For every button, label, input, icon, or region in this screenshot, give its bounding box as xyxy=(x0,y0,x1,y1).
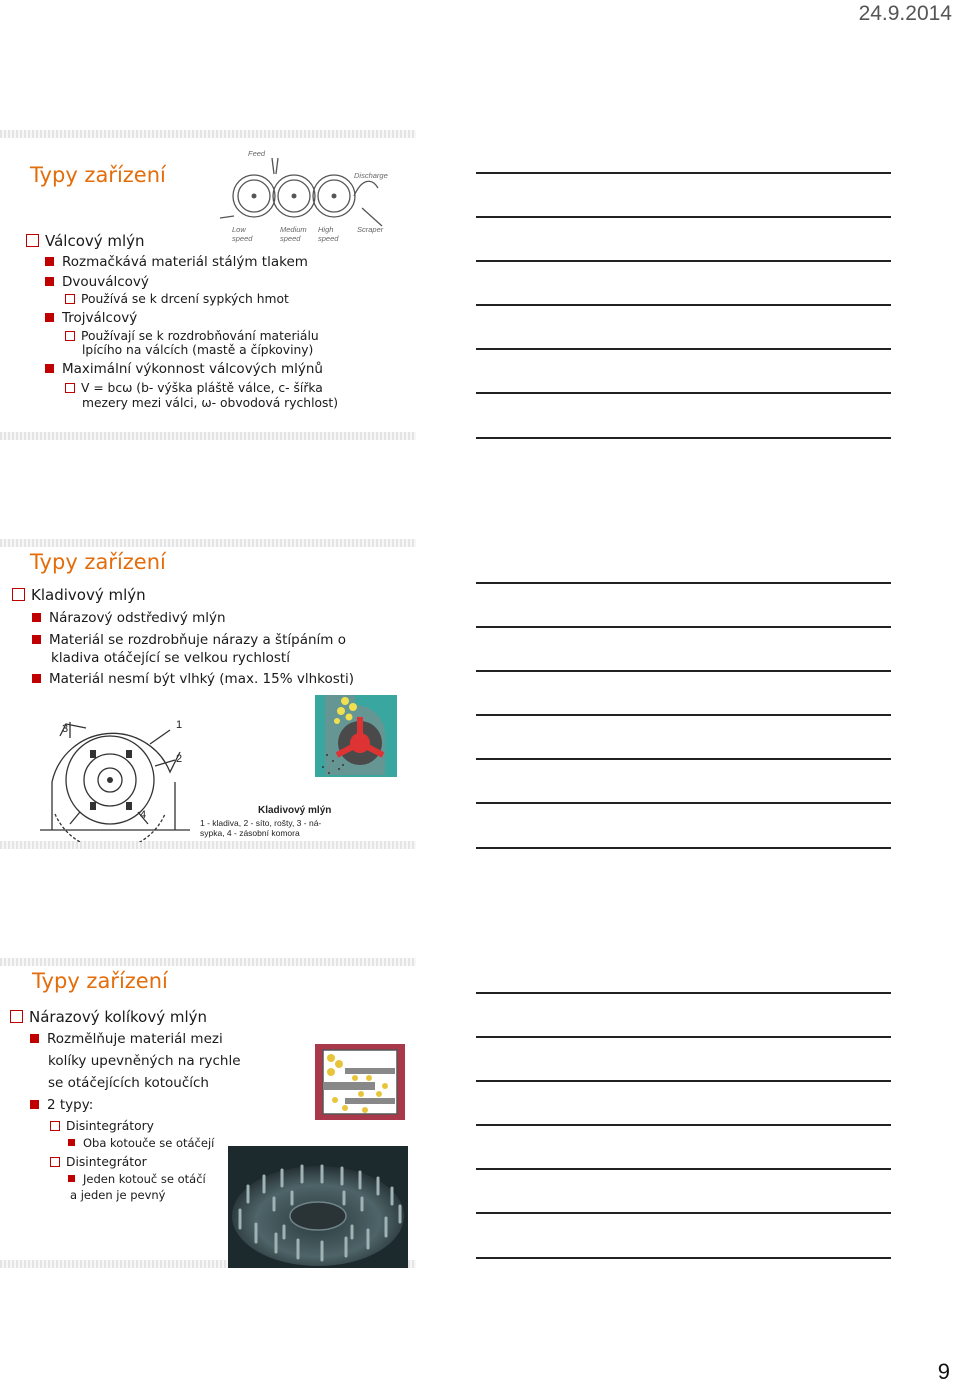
bullet-text: kladiva otáčející se velkou rychlostí xyxy=(51,650,290,666)
checkbox-bullet-icon xyxy=(50,1157,60,1167)
bullet-text: Kladivový mlýn xyxy=(31,586,146,604)
bullet-l2 xyxy=(30,1031,223,1047)
bullet-l3 xyxy=(65,329,319,344)
checkbox-bullet-icon xyxy=(12,588,25,601)
hammer-mill-caption xyxy=(200,805,360,838)
bullet-text: a jeden je pevný xyxy=(70,1188,166,1202)
document-date: 24.9.2014 xyxy=(858,2,952,25)
bullet-continuation xyxy=(70,1189,166,1203)
bullet-l3 xyxy=(65,292,289,307)
bullet-l4 xyxy=(68,1137,214,1151)
bullet-text: kolíky upevněných na rychle xyxy=(48,1053,241,1069)
bullet-l3 xyxy=(50,1119,154,1134)
pin-mill-illustration xyxy=(315,1044,405,1120)
bullet-text: Trojválcový xyxy=(62,310,138,326)
bullet-text: Používají se k rozdrobňování materiálu xyxy=(81,329,319,343)
bullet-l2 xyxy=(32,671,354,687)
callout-1: 1 xyxy=(176,719,183,731)
slide-bottom-band xyxy=(0,432,416,440)
bullet-l2 xyxy=(45,310,137,326)
slide-title: Typy zařízení xyxy=(30,550,166,574)
square-bullet-icon xyxy=(45,277,54,286)
bullet-l2 xyxy=(32,610,226,626)
bullet-continuation xyxy=(82,343,313,358)
hammer-mill-color-illustration xyxy=(315,695,397,777)
bullet-text: Oba kotouče se otáčejí xyxy=(83,1136,215,1150)
checkbox-bullet-icon xyxy=(65,383,75,393)
square-bullet-icon xyxy=(45,313,54,322)
bullet-text: V = bcω (b- výška pláště válce, c- šířka xyxy=(81,381,323,395)
low-speed-label: Low xyxy=(232,225,246,234)
square-bullet-icon xyxy=(68,1175,75,1182)
slide-top-band xyxy=(0,958,416,966)
checkbox-bullet-icon xyxy=(10,1010,23,1023)
slide-3 xyxy=(0,958,416,1268)
square-bullet-icon xyxy=(32,674,41,683)
discharge-label: Discharge xyxy=(354,171,388,180)
caption-line-1: 1 - kladiva, 2 - síto, rošty, 3 - ná- xyxy=(200,818,322,828)
bullet-text: Válcový mlýn xyxy=(45,232,145,250)
high-speed-label-2: speed xyxy=(318,234,339,243)
square-bullet-icon xyxy=(45,257,54,266)
bullet-continuation xyxy=(82,396,338,411)
bullet-text: Rozmačkává materiál stálým tlakem xyxy=(62,254,308,270)
bullet-text: Materiál nesmí být vlhký (max. 15% vlhkosti) xyxy=(49,671,355,687)
roller-mill-diagram xyxy=(212,148,402,248)
bullet-l2 xyxy=(45,274,149,290)
bullet-continuation xyxy=(48,1053,241,1069)
hammer-mill-cross-section xyxy=(30,712,200,842)
square-bullet-icon xyxy=(32,613,41,622)
bullet-l1 xyxy=(10,1008,207,1026)
slide-bottom-band xyxy=(0,841,416,849)
slide-2 xyxy=(0,539,416,849)
square-bullet-icon xyxy=(68,1139,75,1146)
checkbox-bullet-icon xyxy=(65,294,75,304)
bullet-l1 xyxy=(12,586,146,604)
bullet-text: 2 typy: xyxy=(47,1097,94,1113)
medium-speed-label: Medium xyxy=(280,225,307,234)
bullet-l3 xyxy=(65,381,323,396)
medium-speed-label-2: speed xyxy=(280,234,301,243)
callout-4: 4 xyxy=(140,809,147,821)
bullet-text: Materiál se rozdrobňuje nárazy a štípáním o xyxy=(49,632,346,648)
bullet-text: Jeden kotouč se otáčí xyxy=(83,1172,206,1186)
caption-line-2: sypka, 4 - zásobní komora xyxy=(200,828,300,838)
slide-1 xyxy=(0,130,416,440)
bullet-l4 xyxy=(68,1173,206,1187)
low-speed-label-2: speed xyxy=(232,234,253,243)
bullet-l2 xyxy=(30,1097,93,1113)
caption-title: Kladivový mlýn xyxy=(258,805,332,816)
bullet-l2 xyxy=(45,361,323,377)
page-number: 9 xyxy=(937,1359,950,1384)
bullet-text: Nárazový kolíkový mlýn xyxy=(29,1008,208,1026)
slide-title: Typy zařízení xyxy=(32,969,168,993)
bullet-text: Maximální výkonnost válcových mlýnů xyxy=(62,361,323,377)
slide-top-band xyxy=(0,130,416,138)
slide-top-band xyxy=(0,539,416,547)
bullet-text: Používá se k drcení sypkých hmot xyxy=(81,292,289,306)
feed-label: Feed xyxy=(248,149,266,158)
bullet-l2 xyxy=(45,254,308,270)
callout-3: 3 xyxy=(62,723,69,735)
bullet-continuation xyxy=(48,1075,209,1091)
square-bullet-icon xyxy=(32,635,41,644)
bullet-text: mezery mezi válci, ω- obvodová rychlost) xyxy=(82,396,339,410)
checkbox-bullet-icon xyxy=(65,331,75,341)
bullet-l2 xyxy=(32,632,346,648)
bullet-text: Dvouválcový xyxy=(62,274,149,290)
high-speed-label: High xyxy=(318,225,334,234)
bullet-text: Nárazový odstředivý mlýn xyxy=(49,610,226,626)
bullet-text: Disintegrátor xyxy=(66,1155,147,1169)
callout-2: 2 xyxy=(176,753,183,765)
square-bullet-icon xyxy=(45,364,54,373)
bullet-text: lpícího na válcích (mastě a čípkoviny) xyxy=(82,343,314,357)
bullet-text: Rozmělňuje materiál mezi xyxy=(47,1031,223,1047)
bullet-l1 xyxy=(26,232,145,250)
bullet-l3 xyxy=(50,1155,147,1170)
square-bullet-icon xyxy=(30,1100,39,1109)
slide-title: Typy zařízení xyxy=(30,163,166,187)
bullet-text: Disintegrátory xyxy=(66,1119,154,1133)
bullet-continuation xyxy=(51,650,290,666)
bullet-text: se otáčejících kotoučích xyxy=(48,1075,209,1091)
disintegrator-disc-photo xyxy=(228,1146,408,1268)
checkbox-bullet-icon xyxy=(26,234,39,247)
square-bullet-icon xyxy=(30,1034,39,1043)
scraper-label: Scraper xyxy=(357,225,384,234)
checkbox-bullet-icon xyxy=(50,1121,60,1131)
